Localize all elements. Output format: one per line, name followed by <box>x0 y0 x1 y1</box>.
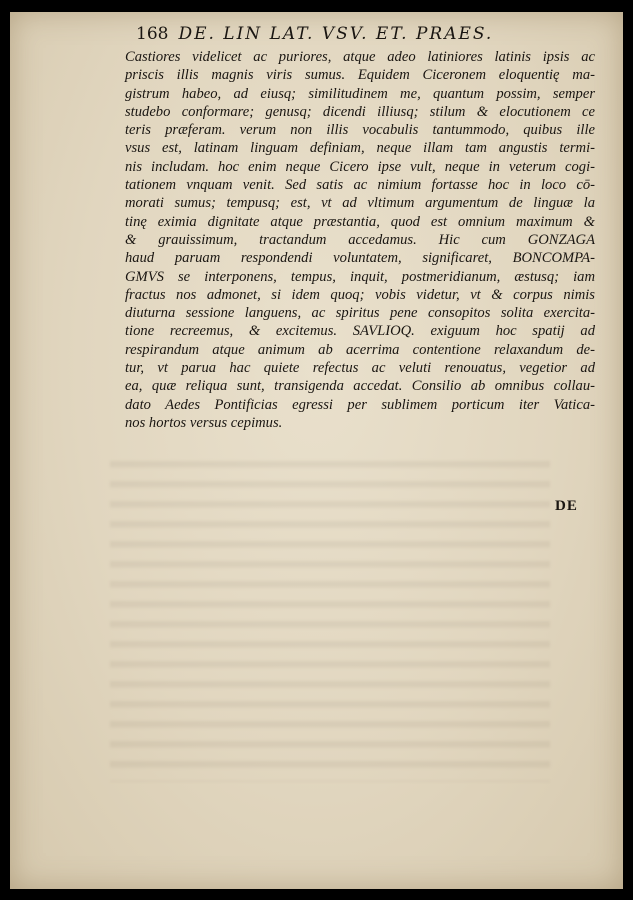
text-line: nis includam. hoc enim neque Cicero ipse vult, neque in veterum cogi- <box>125 158 595 175</box>
text-line: respirandum atque animum ab acerrima contentione relaxandum de- <box>125 341 595 358</box>
text-line: tinę eximia dignitate atque præstantia, quod est omnium maximum & <box>125 213 595 230</box>
text-line: morati sumus; tempusq; est, vt ad vltimum argumentum de linguæ la <box>125 195 595 212</box>
text-line: & grauissimum, tractandum accedamus. Hic cum GONZAGA <box>125 231 595 248</box>
text-line: dato Aedes Pontificias egressi per sublimem porticum iter Vatica- <box>125 396 595 413</box>
text-line: tationem vnquam venit. Sed satis ac nimium fortasse hoc in loco cō- <box>125 177 595 194</box>
text-line: teris præferam. verum non illis vocabulis tantummodo, quibus ille <box>125 122 595 139</box>
page-number: 168 <box>136 24 169 44</box>
text-line: GMVS se interponens, tempus, inquit, postmeridianum, æstusq; iam <box>125 268 595 285</box>
text-line: Castiores videlicet ac puriores, atque adeo latiniores latinis ipsis ac <box>125 49 595 65</box>
text-line-last: nos hortos versus cepimus. <box>125 414 283 431</box>
body-text <box>125 48 595 432</box>
text-line: fractus nos admonet, si idem quoq; vobis videtur, vt & corpus nimis <box>125 286 595 303</box>
text-line: gistrum habeo, ad eiusq; similitudinem me, quantum possim, semper <box>125 85 595 102</box>
show-through-text <box>110 452 550 782</box>
text-line: priscis illis magnis viris sumus. Equidem Ciceronem eloquentię ma- <box>125 67 595 84</box>
text-line: tione recreemus, & excitemus. SAVLIOQ. exiguum hoc spatij ad <box>125 323 595 340</box>
text-line: diuturna sessione languens, ac spiritus pene consopitos solita exercita- <box>125 305 595 322</box>
running-header <box>136 24 596 44</box>
text-line: tur, vt parua hac quiete refectus ac veluti renouatus, vegetior ad <box>125 360 595 377</box>
running-title: DE. LIN LAT. VSV. ET. PRAES. <box>178 24 494 44</box>
catchword: DE <box>555 498 578 514</box>
text-line: ea, quæ reliqua sunt, transigenda accedat. Consilio ab omnibus collau- <box>125 378 595 395</box>
text-line: studebo conformare; genusq; dicendi illiusq; stilum & elocutionem ce <box>125 103 595 120</box>
text-line: haud paruam respondendi voluntatem, significaret, BONCOMPA- <box>125 250 595 267</box>
text-line: vsus est, latinam linguam definiam, neque illam tam angustis termi- <box>125 140 595 157</box>
